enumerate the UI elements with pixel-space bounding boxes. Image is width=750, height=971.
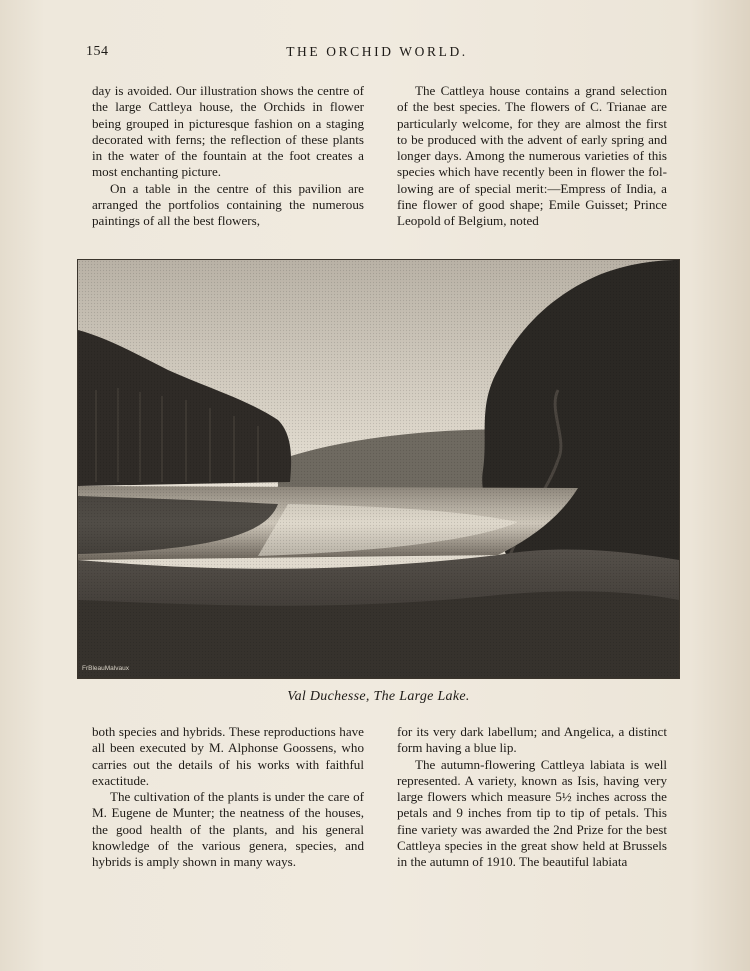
column-top-left (92, 83, 364, 230)
paragraph: day is avoided. Our illustration shows the centre of the large Cattleya house, the Orchids in flower being grouped in picturesque fashion on a staging decorated with ferns; the reflection of these plants in the water of the fountain at the foot creates a most enchanting picture. (92, 83, 364, 180)
paragraph: for its very dark labellum; and Angelica, a distinct form having a blue lip. (397, 724, 667, 756)
column-bottom-right (397, 724, 667, 871)
lake-photograph (78, 260, 679, 678)
photographer-credit: FrBleauMalvaux (82, 665, 129, 672)
lake-photo-illustration (78, 260, 679, 678)
page-number: 154 (86, 44, 109, 59)
column-bottom-left (92, 724, 364, 871)
running-title: THE ORCHID WORLD. (286, 44, 468, 59)
paragraph: both species and hybrids. These reproductions have all been executed by M. Alphonse Goossens, who carries out the details of his works with faithful exactitude. (92, 724, 364, 788)
column-top-right (397, 83, 667, 230)
paragraph: On a table in the centre of this pavilion are arranged the portfolios containing the numerous paintings of all the best flowers, (92, 180, 364, 229)
paragraph: The autumn-flowering Cattleya labiata is well represented. A variety, known as Isis, having very large flowers which measure 5½ inches across the petals and 9 inches from tip to tip of petals. This fine variety was awarded the 2nd Prize for the best Cattleya species in the great show held at Brussels in the autumn of 1910. The beautiful labiata (397, 756, 667, 870)
figure-caption: Val Duchesse, The Large Lake. (287, 689, 470, 704)
paragraph: The cultivation of the plants is under the care of M. Eugene de Munter; the neatness of the houses, the good health of the plants, and his general knowledge of the various genera, species, and hybrids is amply shown in many ways. (92, 789, 364, 870)
page-header (86, 44, 668, 64)
paragraph: The Cattleya house contains a grand selection of the best species. The flowers of C. Trianae are particularly welcome, for they are almost the first to be produced with the advent of early spring and longer days. Among the numerous varieties of this species which have recently been in flower the following are of special merit:—Empress of India, a fine flower of good shape; Emile Guisset; Prince Leopold of Belgium, noted (397, 83, 667, 229)
